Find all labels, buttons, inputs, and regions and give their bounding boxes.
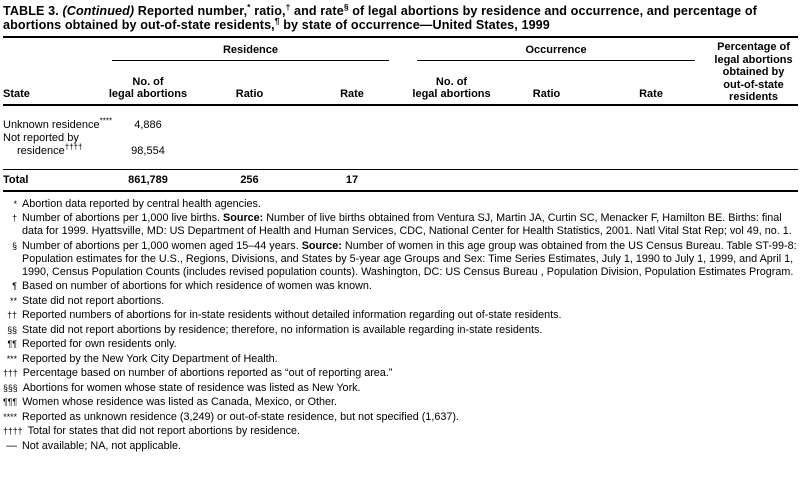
residence-group-label: Residence <box>112 44 389 61</box>
empty-cell <box>301 132 403 158</box>
footnote-dagger <box>3 212 798 238</box>
empty-cell <box>198 105 301 132</box>
table-title <box>3 1 798 32</box>
footnote-text-segment: Number of live births obtained from Ventura SJ, Martin JA, Curtin SC, Menacker F, Hamilton BE. Births: final data for 1999. Hyattsville, MD: US Department of Health and Human Services, CDC, National Center for Health Statistics, 2001. Natl Vital Stat Rep; vol 49, no. 1. <box>22 212 792 237</box>
table-label: TABLE 3. <box>3 4 59 18</box>
footnote-text-segment: Total for states that did not report abortions by residence. <box>27 425 301 437</box>
footnote-marker: §§§ <box>3 382 18 393</box>
footnote-text <box>23 425 798 438</box>
footnote-double-dagger <box>3 309 798 322</box>
footnote-text <box>17 295 798 308</box>
footnote-marker: *** <box>6 353 17 364</box>
footnote-marker: †††† <box>3 426 23 436</box>
footnote-text-segment: Women whose residence was listed as Canada, Mexico, or Other. <box>22 396 338 408</box>
footnote-marker: §§ <box>7 324 17 335</box>
footnote-asterisk <box>3 198 798 211</box>
title-footnote-ref: † <box>285 1 291 12</box>
title-segment: Reported number, <box>134 4 248 18</box>
table-row-total <box>3 169 798 191</box>
row-label-text: residence <box>17 144 65 157</box>
table-row-unknown-residence <box>3 105 798 132</box>
total-residence-rate: 17 <box>301 169 403 191</box>
row-footnote-marker: **** <box>99 115 113 125</box>
residence-number-value: 98,554 <box>131 144 165 157</box>
total-label: Total <box>3 169 98 191</box>
footnote-marker: § <box>12 240 17 251</box>
row-label <box>3 132 98 158</box>
footnote-text <box>17 440 798 453</box>
occurrence-number-line2: legal abortions <box>412 88 491 100</box>
row-label <box>3 105 113 132</box>
table-header <box>3 38 798 105</box>
title-footnote-ref: * <box>247 1 251 12</box>
empty-cell <box>500 169 593 191</box>
footnote-marker: ¶ <box>12 281 17 291</box>
footnote-section-sign <box>3 240 798 279</box>
footnote-marker: * <box>13 198 17 209</box>
footnote-text <box>17 309 798 322</box>
footnote-text-segment: Reported numbers of abortions for in-state residents without detailed information regarding out of-state residents. <box>22 309 562 321</box>
footnote-marker: **** <box>3 411 17 422</box>
column-header-percentage-out-of-state <box>709 38 798 105</box>
residence-number-value: 4,886 <box>134 118 162 131</box>
title-segment: of legal abortions by residence and occurrence, and percentage of abortions obtained by out-of-state residents, <box>3 4 757 32</box>
title-segment: ratio, <box>250 4 286 18</box>
total-residence-number: 861,789 <box>98 169 198 191</box>
footnote-text <box>17 353 798 366</box>
column-header-state <box>3 38 98 105</box>
empty-cell <box>709 169 798 191</box>
footnote-text-segment: Number of women in this age group was obtained from the US Census Bureau. Table ST-99-8: Population estimates for the U.S., Regions, Divisions, and States by 5-year age Groups and Sex: Time Series Estimates, July 1, 1990 to July 1, 1999, and April 1, 1990, Census Population Counts (includes revised population counts). Washington, DC: US Census Bureau , Population Division, Population Estimates Program. <box>22 239 797 278</box>
row-label-text: Unknown residence <box>3 118 100 131</box>
footnote-dash <box>3 440 798 453</box>
column-group-residence <box>98 38 403 61</box>
empty-cell <box>593 132 709 158</box>
residence-number-line1: No. of <box>132 75 164 88</box>
percentage-header-line: legal abortions <box>714 53 793 66</box>
percentage-header-line: out-of-state <box>723 78 784 91</box>
empty-cell <box>500 132 593 158</box>
footnote-triple-asterisk <box>3 353 798 366</box>
column-header-occurrence-number <box>403 61 500 105</box>
footnote-quad-dagger <box>3 425 798 438</box>
abortion-statistics-table <box>3 38 798 192</box>
percentage-header-line: obtained by <box>722 66 785 78</box>
footnote-double-section <box>3 324 798 337</box>
footnote-text-segment: Reported by the New York City Department of Health. <box>22 352 278 365</box>
title-segment: and rate <box>290 4 344 18</box>
footnote-text <box>17 240 798 279</box>
footnote-marker: ††† <box>3 368 18 378</box>
footnote-text-segment: Percentage based on number of abortions reported as “out of reporting area.” <box>22 367 393 379</box>
row-label-line1: Not reported by <box>3 131 79 144</box>
empty-cell <box>709 105 798 132</box>
title-footnote-ref: § <box>343 1 349 12</box>
column-header-occurrence-rate: Rate <box>593 61 709 105</box>
percentage-header-line: Percentage of <box>717 41 790 53</box>
column-header-residence-ratio: Ratio <box>198 61 301 105</box>
column-header-residence-number <box>98 61 198 105</box>
percentage-header-line: residents <box>729 91 778 103</box>
footnote-text-segment: Based on number of abortions for which residence of women was known. <box>22 280 372 292</box>
footnote-text <box>18 367 798 380</box>
footnote-marker: ¶¶ <box>7 339 17 349</box>
total-residence-ratio: 256 <box>198 169 301 191</box>
footnote-text <box>17 338 798 351</box>
occurrence-group-label: Occurrence <box>417 44 695 61</box>
footnote-source-label: Source: <box>223 212 264 224</box>
footnote-triple-section <box>3 382 798 395</box>
footnote-marker: †† <box>7 310 17 320</box>
footnote-marker: † <box>12 213 17 223</box>
footnote-text-segment: Not available; NA, not applicable. <box>22 439 182 452</box>
title-segment: by state of occurrence—United States, 1999 <box>279 18 550 32</box>
footnote-text-segment: Abortions for women whose state of residence was listed as New York. <box>22 381 361 394</box>
empty-cell <box>301 105 403 132</box>
title-footnote-ref: ¶ <box>274 15 280 26</box>
footnote-marker: — <box>6 439 17 452</box>
empty-cell <box>593 169 709 191</box>
footnote-text-segment: Number of abortions per 1,000 women aged 15–44 years. <box>22 239 302 252</box>
title-continued: (Continued) <box>62 4 135 18</box>
footnote-text <box>17 280 798 293</box>
footnote-marker: ¶¶¶ <box>3 397 18 407</box>
empty-cell <box>403 132 500 158</box>
footnote-text-segment: Number of abortions per 1,000 live births. <box>22 212 224 224</box>
footnote-text-segment: Abortion data reported by central health agencies. <box>22 197 261 210</box>
footnote-text <box>18 382 798 395</box>
row-footnote-marker: †††† <box>64 141 83 151</box>
empty-cell <box>403 105 500 132</box>
empty-cell <box>500 105 593 132</box>
residence-number-line2: legal abortions <box>108 88 188 100</box>
footnote-source-label: Source: <box>301 239 342 252</box>
footnote-marker: ** <box>10 295 17 306</box>
footnote-text <box>17 324 798 337</box>
footnote-text-segment: Reported for own residents only. <box>22 338 177 350</box>
occurrence-number-line1: No. of <box>435 75 468 88</box>
empty-cell <box>403 169 500 191</box>
column-group-occurrence <box>403 38 709 61</box>
empty-cell <box>709 132 798 158</box>
footnote-double-pilcrow <box>3 338 798 351</box>
row-label-line2 <box>3 141 83 157</box>
column-header-occurrence-ratio: Ratio <box>500 61 593 105</box>
empty-cell <box>3 158 798 170</box>
footnote-triple-dagger <box>3 367 798 380</box>
empty-cell <box>198 132 301 158</box>
table-row-not-reported-by-residence <box>3 132 798 158</box>
state-header-label: State <box>3 88 30 100</box>
footnote-double-asterisk <box>3 295 798 308</box>
footnote-text <box>17 411 798 424</box>
table-body <box>3 105 798 191</box>
footnotes-section <box>3 198 798 453</box>
footnote-text-segment: Reported as unknown residence (3,249) or out-of-state residence, but not specified (1,637). <box>22 410 459 423</box>
spacer-row <box>3 158 798 170</box>
footnote-text <box>17 198 798 211</box>
empty-cell <box>593 105 709 132</box>
footnote-text-segment: State did not report abortions. <box>22 294 165 307</box>
footnote-text-segment: State did not report abortions by residence; therefore, no information is available regarding in-state residents. <box>22 323 543 336</box>
column-header-residence-rate: Rate <box>301 61 403 105</box>
footnote-text <box>17 212 798 238</box>
footnote-text <box>17 396 798 409</box>
footnote-triple-pilcrow <box>3 396 798 409</box>
footnote-quad-asterisk <box>3 411 798 424</box>
footnote-pilcrow <box>3 280 798 293</box>
